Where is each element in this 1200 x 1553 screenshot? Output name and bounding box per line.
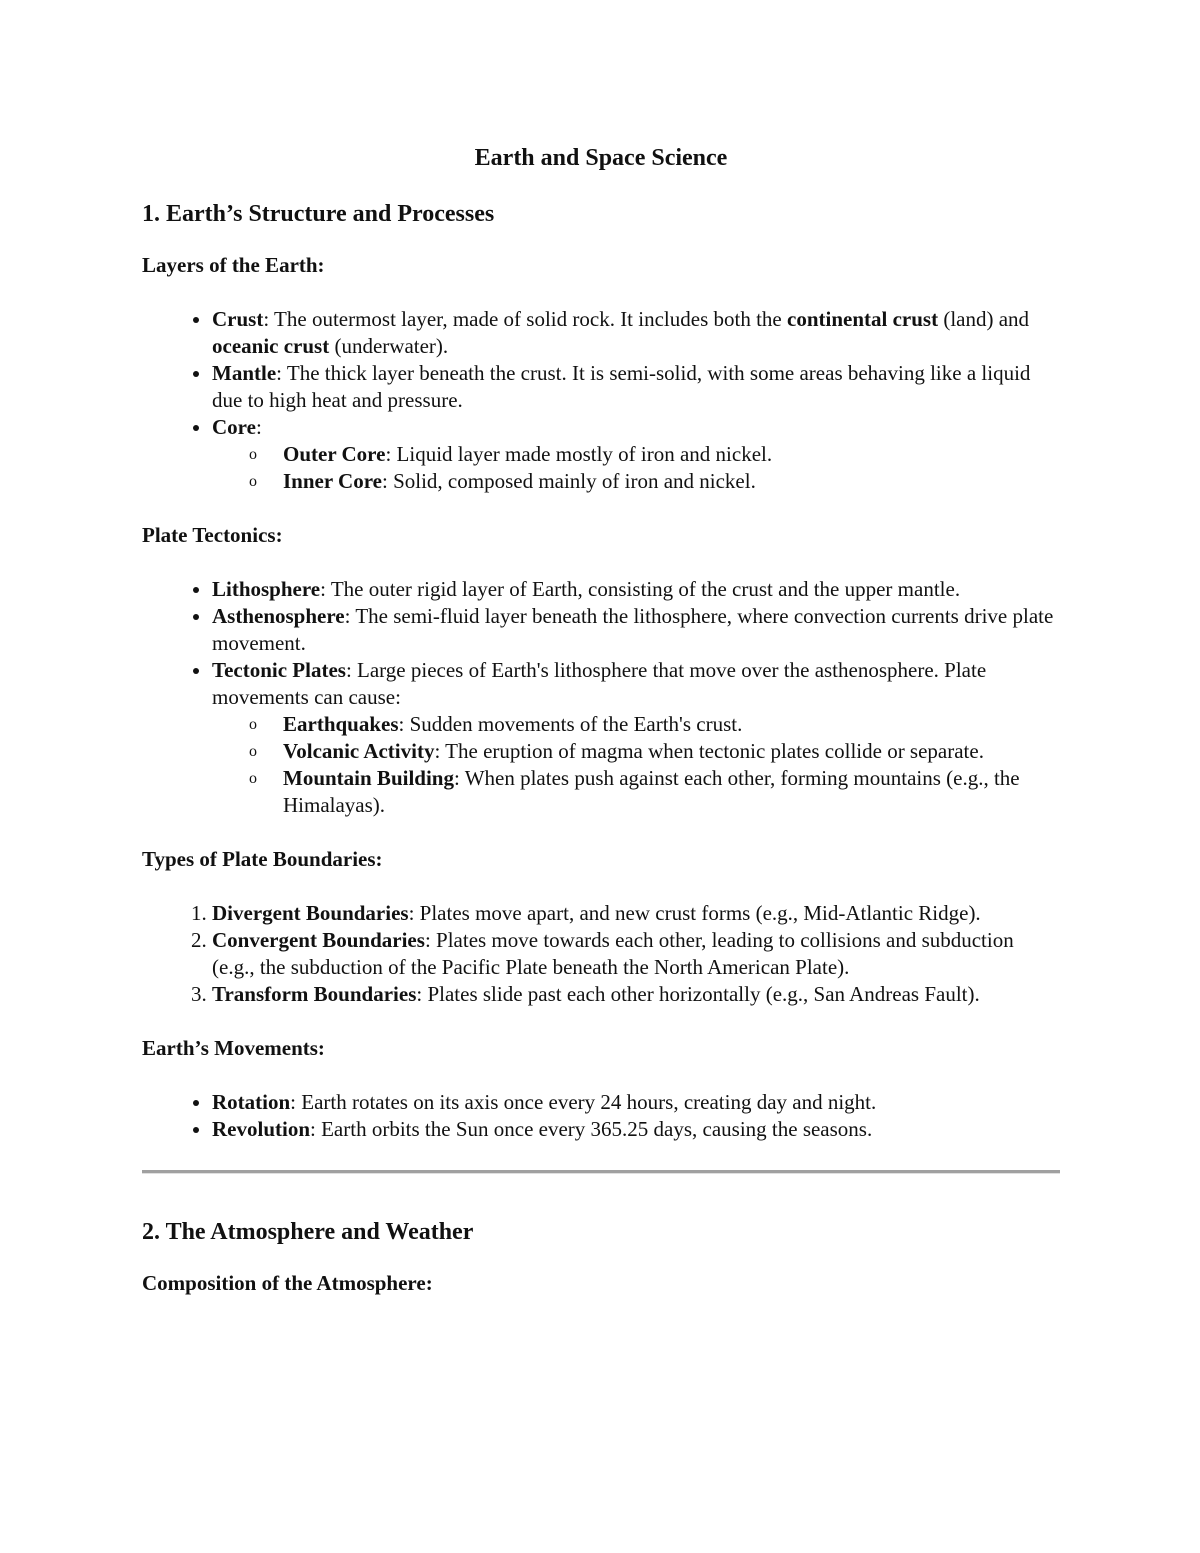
subheading-plate-tectonics: Plate Tectonics: [142, 523, 283, 547]
revolution-text: : Earth orbits the Sun once every 365.25 days, causing the seasons. [310, 1117, 873, 1141]
crust-text-a: : The outermost layer, made of solid rock. It includes both the [263, 307, 787, 331]
divergent-text: : Plates move apart, and new crust forms (e.g., Mid-Atlantic Ridge). [408, 901, 981, 925]
sub-bullet-marker: o [249, 716, 257, 733]
core-sublist [212, 441, 1060, 495]
mountain-building-text: : When plates push against each other, forming mountains (e.g., the Himalayas). [283, 766, 1020, 817]
transform-text: : Plates slide past each other horizontally (e.g., San Andreas Fault). [416, 982, 980, 1006]
section-heading-atmosphere: 2. The Atmosphere and Weather [142, 1219, 474, 1245]
core-text: : [255, 415, 262, 439]
list-item-transform [212, 981, 1060, 1008]
sublist-item-volcanic-activity [249, 738, 1060, 765]
term-inner-core: Inner Core [283, 469, 382, 493]
term-asthenosphere: Asthenosphere [212, 604, 345, 628]
document-page [142, 140, 1060, 1324]
term-lithosphere: Lithosphere [212, 577, 321, 601]
sub-bullet-marker: o [249, 743, 257, 760]
term-volcanic-activity: Volcanic Activity [283, 739, 435, 763]
inner-core-text: : Solid, composed mainly of iron and nickel. [381, 469, 756, 493]
term-mountain-building: Mountain Building [283, 766, 454, 790]
subheading-plate-boundaries: Types of Plate Boundaries: [142, 847, 383, 871]
horizontal-rule [142, 1170, 1060, 1174]
term-earthquakes: Earthquakes [283, 712, 399, 736]
term-outer-core: Outer Core [283, 442, 386, 466]
tectonics-list [142, 576, 1060, 819]
sublist-item-outer-core [249, 441, 1060, 468]
sub-bullet-marker: o [249, 473, 257, 490]
list-item-rotation [212, 1089, 1060, 1116]
list-item-tectonic-plates [212, 657, 1060, 819]
term-transform: Transform Boundaries [212, 982, 417, 1006]
term-continental-crust: continental crust [787, 307, 939, 331]
outer-core-text: : Liquid layer made mostly of iron and nickel. [385, 442, 773, 466]
sub-bullet-marker: o [249, 446, 257, 463]
term-revolution: Revolution [212, 1117, 311, 1141]
term-crust: Crust [212, 307, 264, 331]
document-title: Earth and Space Science [474, 145, 728, 171]
term-oceanic-crust: oceanic crust [212, 334, 330, 358]
term-rotation: Rotation [212, 1090, 291, 1114]
term-mantle: Mantle [212, 361, 277, 385]
subheading-atmosphere-composition: Composition of the Atmosphere: [142, 1271, 433, 1295]
lithosphere-text: : The outer rigid layer of Earth, consisting of the crust and the upper mantle. [320, 577, 961, 601]
list-item-mantle [212, 360, 1060, 414]
list-item-crust [212, 306, 1060, 360]
list-item-divergent [212, 900, 1060, 927]
list-item-asthenosphere [212, 603, 1060, 657]
rotation-text: : Earth rotates on its axis once every 24 hours, creating day and night. [290, 1090, 877, 1114]
layers-list [142, 306, 1060, 495]
movements-list [142, 1089, 1060, 1143]
list-item-revolution [212, 1116, 1060, 1143]
sub-bullet-marker: o [249, 770, 257, 787]
convergent-text: : Plates move towards each other, leading to collisions and subduction (e.g., the subduction of the Pacific Plate beneath the North American Plate). [212, 928, 1014, 979]
subheading-layers: Layers of the Earth: [142, 253, 325, 277]
term-convergent: Convergent Boundaries [212, 928, 425, 952]
list-item-convergent [212, 927, 1060, 981]
sublist-item-inner-core [249, 468, 1060, 495]
mantle-text: : The thick layer beneath the crust. It is semi-solid, with some areas behaving like a liquid due to high heat and pressure. [212, 361, 1031, 412]
crust-text-b: (land) and [938, 307, 1030, 331]
tectonic-plates-text: : Large pieces of Earth's lithosphere that move over the asthenosphere. Plate movements can cause: [212, 658, 987, 709]
plates-sublist [212, 711, 1060, 819]
term-divergent: Divergent Boundaries [212, 901, 409, 925]
earthquakes-text: : Sudden movements of the Earth's crust. [398, 712, 743, 736]
subheading-earth-movements: Earth’s Movements: [142, 1036, 325, 1060]
term-tectonic-plates: Tectonic Plates [212, 658, 346, 682]
asthenosphere-text: : The semi-fluid layer beneath the lithosphere, where convection currents drive plate movement. [212, 604, 1054, 655]
volcanic-activity-text: : The eruption of magma when tectonic plates collide or separate. [434, 739, 984, 763]
sublist-item-mountain-building [249, 765, 1060, 819]
list-item-lithosphere [212, 576, 1060, 603]
boundaries-list [142, 900, 1060, 1008]
term-core: Core [212, 415, 256, 439]
section-heading-earth-structure: 1. Earth’s Structure and Processes [142, 201, 495, 227]
list-item-core [212, 414, 1060, 495]
sublist-item-earthquakes [249, 711, 1060, 738]
crust-text-c: (underwater). [329, 334, 449, 358]
